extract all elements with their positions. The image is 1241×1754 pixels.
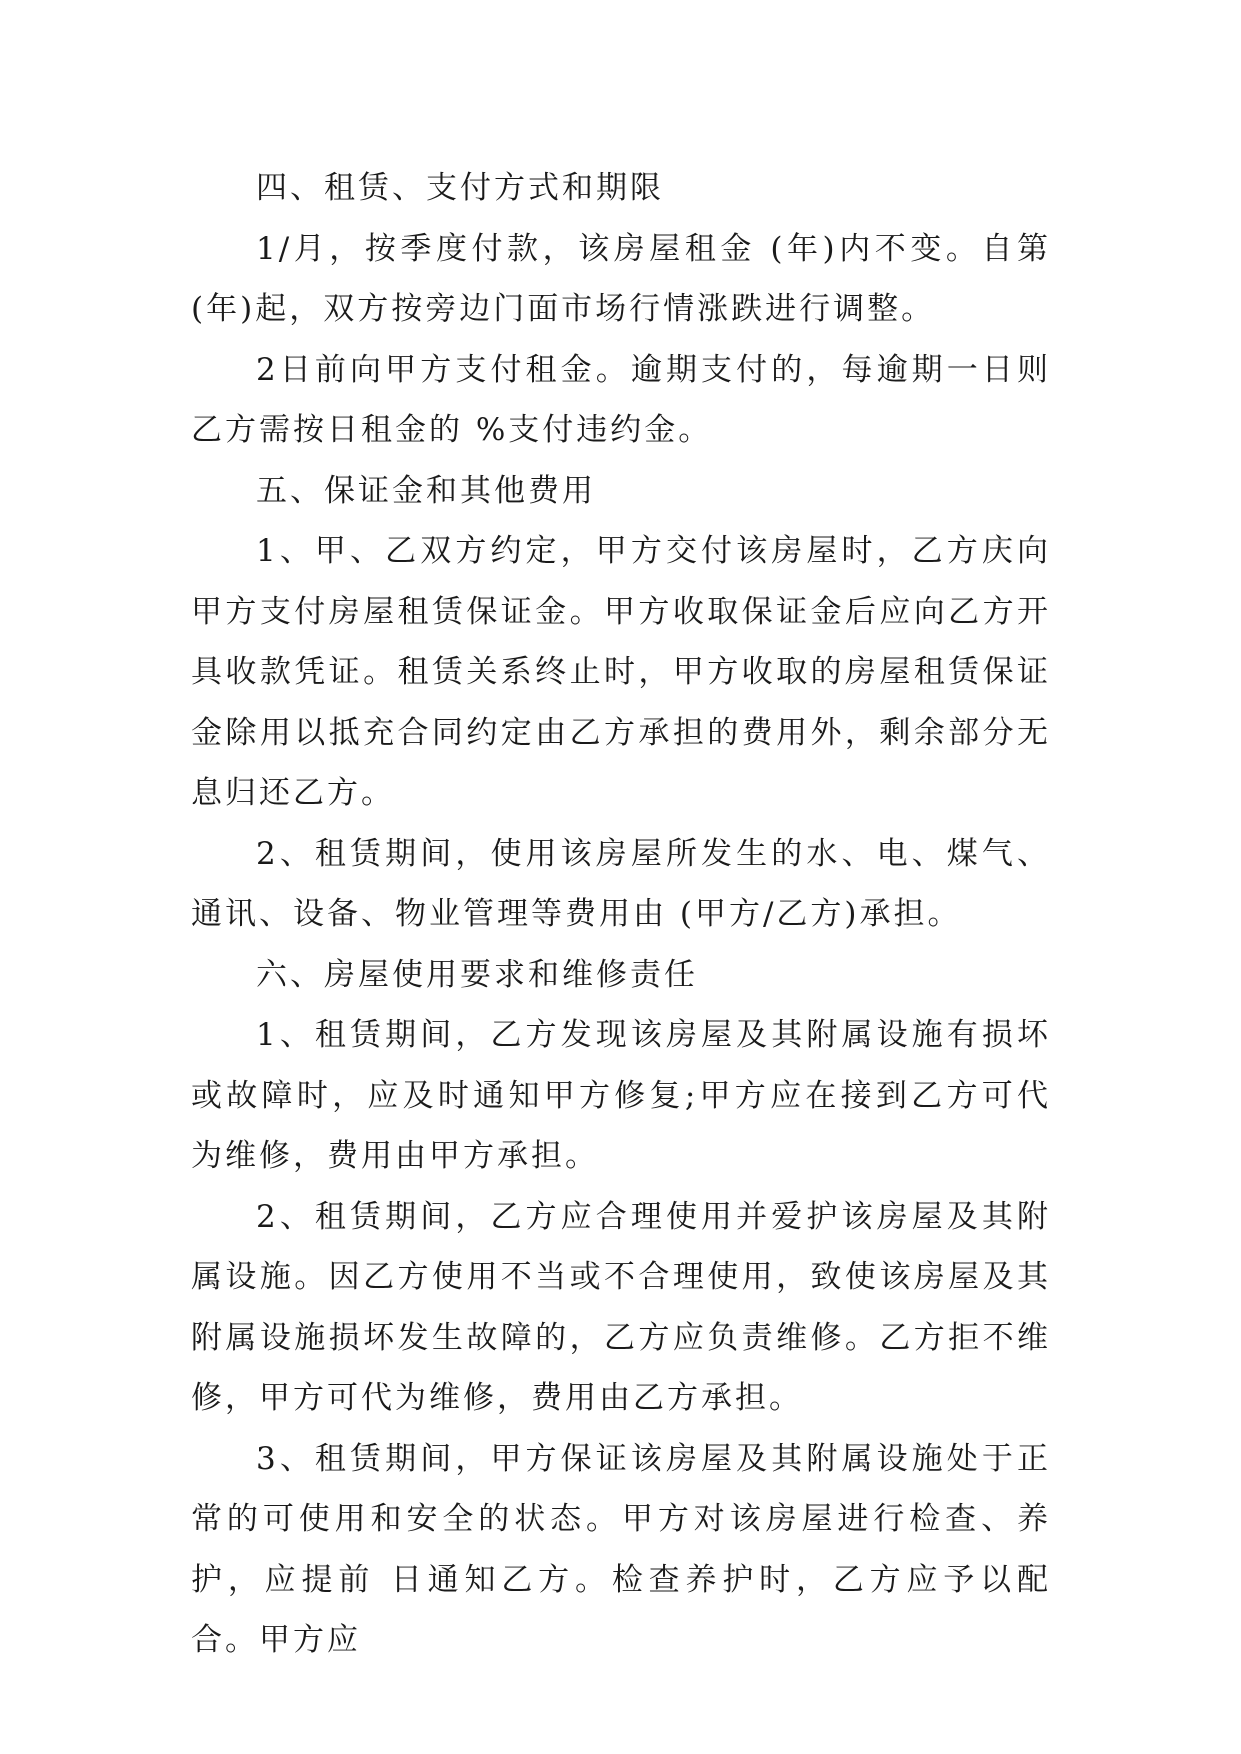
section-5-paragraph-2: 2、租赁期间，使用该房屋所发生的水、电、煤气、通讯、设备、物业管理等费用由 (甲方/乙方)承担。 <box>191 835 1051 932</box>
section-4-paragraph-1: 1/月，按季度付款，该房屋租金 (年)内不变。自第 (年)起，双方按旁边门面市场行情涨跌进行调整。 <box>191 230 1051 327</box>
document-body <box>191 158 1051 1671</box>
section-6-paragraph-1: 1、租赁期间，乙方发现该房屋及其附属设施有损坏或故障时，应及时通知甲方修复;甲方应在接到乙方可代为维修，费用由甲方承担。 <box>191 1017 1051 1174</box>
section-6-heading: 六、房屋使用要求和维修责任 <box>256 956 698 993</box>
section-6-paragraph-3: 3、租赁期间，甲方保证该房屋及其附属设施处于正常的可使用和安全的状态。甲方对该房屋进行检查、养护，应提前 日通知乙方。检查养护时，乙方应予以配合。甲方应 <box>191 1440 1051 1658</box>
section-4-heading: 四、租赁、支付方式和期限 <box>256 170 664 206</box>
section-6-paragraph-2: 2、租赁期间，乙方应合理使用并爱护该房屋及其附属设施。因乙方使用不当或不合理使用，致使该房屋及其附属设施损坏发生故障的，乙方应负责维修。乙方拒不维修，甲方可代为维修，费用由乙方承担。 <box>191 1198 1051 1416</box>
section-5-paragraph-1: 1、甲、乙双方约定，甲方交付该房屋时，乙方庆向甲方支付房屋租赁保证金。甲方收取保证金后应向乙方开具收款凭证。租赁关系终止时，甲方收取的房屋租赁保证金除用以抵充合同约定由乙方承担的费用外，剩余部分无息归还乙方。 <box>191 533 1051 811</box>
section-4-paragraph-2: 2日前向甲方支付租金。逾期支付的，每逾期一日则乙方需按日租金的 %支付违约金。 <box>191 351 1051 448</box>
section-5-heading: 五、保证金和其他费用 <box>256 472 596 509</box>
